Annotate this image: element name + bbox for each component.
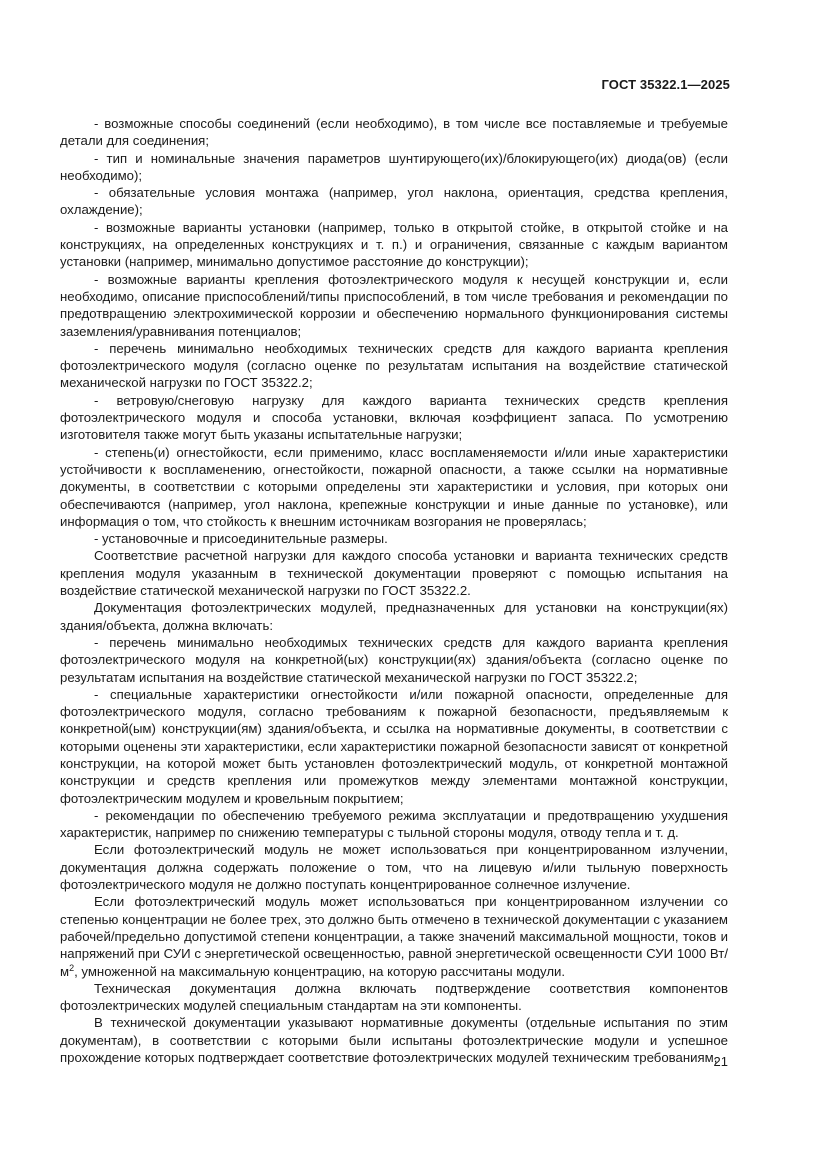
- paragraph: Документация фотоэлектрических модулей, предназначенных для установки на конструкции(ях) здания/объекта, должна включать:: [60, 600, 728, 633]
- list-item: - возможные варианты установки (например, только в открытой стойке, в открытой стойке и на конструкциях, на определенных конструкциях и т. п.) и ограничения, связанные с каждым вариантом установки (например, минимально допустимое расстояние до конструкции);: [60, 219, 728, 270]
- paragraph-text: Если фотоэлектрический модуль может использоваться при концентрированном излучении со степенью концентрации не более трех, это должно быть отмечено в технической документации с указанием рабочей/предельно допустимой степени концентрации, а также значений максимальной мощности, токов и напряжений при СУИ с энергетической освещенностью, равной энергетической освещенности СУИ 1000 Вт/м: [60, 894, 728, 979]
- list-item: - тип и номинальные значения параметров шунтирующего(их)/блокирующего(их) диода(ов) (если необходимо);: [60, 150, 728, 183]
- paragraph: Техническая документация должна включать подтверждение соответствия компонентов фотоэлектрических модулей специальным стандартам на эти компоненты.: [60, 980, 728, 1014]
- paragraph: В технической документации указывают нормативные документы (отдельные испытания по этим документам), в соответствии с которыми были испытаны фотоэлектрические модули и успешное прохождение которых подтверждает соответствие фотоэлектрических модулей техническим требованиям,: [60, 1015, 728, 1066]
- list-item: - степень(и) огнестойкости, если применимо, класс воспламеняемости и/или иные характеристики устойчивости к воспламенению, огнестойкости, пожарной опасности, а также ссылки на нормативные документы, в соответствии с которыми определены эти характеристики и условия, при которых они обеспечиваются (например, угол наклона, крепежные конструкции и иные данные по установке), или информация о том, что стойкость к внешним источникам возгорания не проверялась;: [60, 444, 728, 529]
- paragraph-text-continued: , умноженной на максимальную концентрацию, на которую рассчитаны модули.: [74, 963, 566, 979]
- list-item: - рекомендации по обеспечению требуемого режима эксплуатации и предотвращению ухудшения характеристик, например по снижению температуры с тыльной стороны модуля, отводу тепла и т. д.: [60, 807, 728, 841]
- paragraph: Соответствие расчетной нагрузки для каждого способа установки и варианта технических средств крепления модуля указанным в технической документации проверяют с помощью испытания на воздействие статической механической нагрузки по ГОСТ 35322.2.: [60, 548, 728, 599]
- list-item: - перечень минимально необходимых технических средств для каждого варианта крепления фотоэлектрического модуля на конкретной(ых) конструкции(ях) здания/объекта (согласно оценке по результатам испытания на воздействие статической механической нагрузки по ГОСТ 35322.2;: [60, 634, 728, 685]
- superscript: 2: [69, 962, 75, 973]
- list-item: - перечень минимально необходимых технических средств для каждого варианта крепления фотоэлектрического модуля (согласно оценке по результатам испытания на воздействие статической механической нагрузки по ГОСТ 35322.2;: [60, 340, 728, 391]
- list-item: - ветровую/снеговую нагрузку для каждого варианта технических средств крепления фотоэлектрического модуля и способа установки, включая коэффициент запаса. По усмотрению изготовителя также могут быть указаны испытательные нагрузки;: [60, 392, 728, 443]
- list-item: - возможные варианты крепления фотоэлектрического модуля к несущей конструкции и, если необходимо, описание приспособлений/типы приспособлений, в том числе требования и рекомендации по предотвращению электрохимической коррозии и обеспечению нормального функционирования системы заземления/уравнивания потенциалов;: [60, 271, 728, 339]
- list-item: - обязательные условия монтажа (например, угол наклона, ориентация, средства крепления, охлаждение);: [60, 185, 728, 218]
- page-number: 21: [713, 1054, 728, 1069]
- list-item: - специальные характеристики огнестойкости и/или пожарной опасности, определенные для фотоэлектрического модуля, согласно требованиям к пожарной безопасности, предъявляемым к конкретной(ым) конструкции(ям) здания/объекта, и ссылка на нормативные документы, в соответствии с которыми оценены эти характеристики, если характеристики пожарной безопасности зависят от конкретной конструкции, на которой может быть установлен фотоэлектрический модуль, от конкретной монтажной конструкции и средств крепления или промежутков между элементами монтажной конструкции, фотоэлектрическим модулем и кровельным покрытием;: [60, 686, 728, 806]
- document-body: [60, 115, 728, 1066]
- paragraph: [60, 893, 728, 979]
- list-item: - установочные и присоединительные размеры.: [94, 531, 388, 547]
- document-header: ГОСТ 35322.1—2025: [601, 77, 730, 92]
- paragraph: Если фотоэлектрический модуль не может использоваться при концентрированном излучении, документация должна содержать положение о том, что на лицевую и/или тыльную поверхность фотоэлектрического модуля не должно поступать концентрированное солнечное излучение.: [60, 842, 728, 893]
- list-item: - возможные способы соединений (если необходимо), в том числе все поставляемые и требуемые детали для соединения;: [60, 116, 728, 149]
